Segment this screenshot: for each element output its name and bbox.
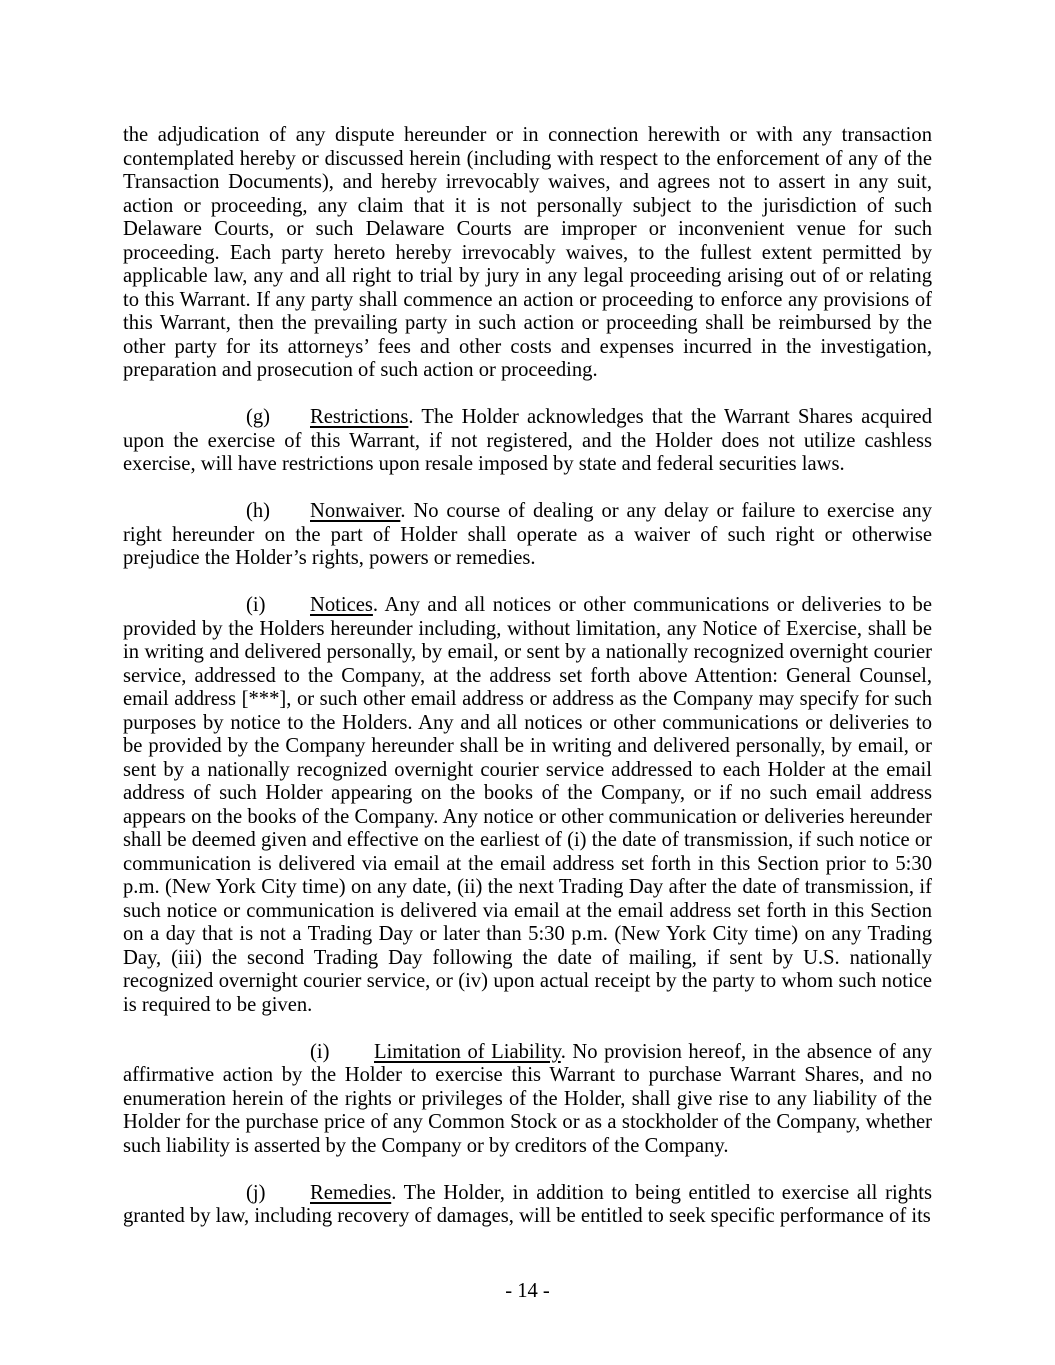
paragraph-label: (j) xyxy=(246,1181,266,1204)
section-heading: Notices xyxy=(310,594,373,616)
paragraph-label: (h) xyxy=(246,500,271,522)
paragraph-remedies xyxy=(123,1182,932,1229)
paragraph-label: (i) xyxy=(310,1040,330,1063)
section-heading: Nonwaiver xyxy=(310,500,401,522)
section-heading: Restrictions xyxy=(310,406,409,428)
paragraph-text: . No provision hereof, in the absence of any affirmative action by the Holder to exercise this Warrant to purchase Warrant Shares, and no enumeration herein of the rights or privileges of the Holder, shall give rise to any liability of the Holder for the purchase price of any Common Stock or as a stockholder of the Company, whether such liability is asserted by the Company or by creditors of the Company. xyxy=(123,1040,933,1157)
document-body xyxy=(123,124,932,1252)
paragraph-restrictions xyxy=(123,406,932,477)
paragraph-label: (g) xyxy=(246,406,271,428)
section-heading: Remedies xyxy=(310,1181,392,1204)
paragraph-notices xyxy=(123,594,932,1017)
paragraph-text: . No course of dealing or any delay or failure to exercise any right hereunder on the part of Holder shall operate as a waiver of such right or otherwise prejudice the Holder’s rights, powers or remedies. xyxy=(123,500,932,569)
paragraph-text: the adjudication of any dispute hereunder or in connection herewith or with any transaction contemplated hereby or discussed herein (including with respect to the enforcement of any of the Transaction Documents), and hereby irrevocably waives, and agrees not to assert in any suit, action or proceeding, any claim that it is not personally subject to the jurisdiction of such Delaware Courts, or such Delaware Courts are improper or inconvenient venue for such proceeding. Each party hereto hereby irrevocably waives, to the fullest extent permitted by applicable law, any and all right to trial by jury in any legal proceeding arising out of or relating to this Warrant. If any party shall commence an action or proceeding to enforce any provisions of this Warrant, then the prevailing party in such action or proceeding shall be reimbursed by the other party for its attorneys’ fees and other costs and expenses incurred in the investigation, preparation and prosecution of such action or proceeding. xyxy=(123,124,932,381)
paragraph-text: . The Holder, in addition to being entitled to exercise all rights granted by law, including recovery of damages, will be entitled to seek specific performance of its xyxy=(123,1181,932,1227)
paragraph-text: . The Holder acknowledges that the Warrant Shares acquired upon the exercise of this Warrant, if not registered, and the Holder does not utilize cashless exercise, will have restrictions upon resale imposed by state and federal securities laws. xyxy=(123,406,932,475)
paragraph-label: (i) xyxy=(246,594,266,616)
paragraph-continuation xyxy=(123,124,932,383)
paragraph-limitation-of-liability xyxy=(123,1041,932,1159)
paragraph-nonwaiver xyxy=(123,500,932,571)
section-heading: Limitation of Liability xyxy=(374,1040,561,1063)
paragraph-text: . Any and all notices or other communications or deliveries to be provided by the Holders hereunder including, without limitation, any Notice of Exercise, shall be in writing and delivered personally, by email, or sent by a nationally recognized overnight courier service, addressed to the Company, at the address set forth above Attention: General Counsel, email address [***], or such other email address or address as the Company may specify for such purposes by notice to the Holders. Any and all notices or other communications or deliveries to be provided by the Company hereunder shall be in writing and delivered personally, by email, or sent by a nationally recognized overnight courier service addressed to each Holder at the email address of such Holder appearing on the books of the Company, or if no such email address appears on the books of the Company. Any notice or other communication or deliveries hereunder shall be deemed given and effective on the earliest of (i) the date of transmission, if such notice or communication is delivered via email at the email address set forth in this Section prior to 5:30 p.m. (New York City time) on any date, (ii) the next Trading Day after the date of transmission, if such notice or communication is delivered via email at the email address set forth in this Section on a day that is not a Trading Day or later than 5:30 p.m. (New York City time) on any Trading Day, (iii) the second Trading Day following the date of mailing, if sent by U.S. nationally recognized overnight courier service, or (iv) upon actual receipt by the party to whom such notice is required to be given. xyxy=(123,594,932,1016)
page-number: - 14 - xyxy=(505,1280,550,1302)
